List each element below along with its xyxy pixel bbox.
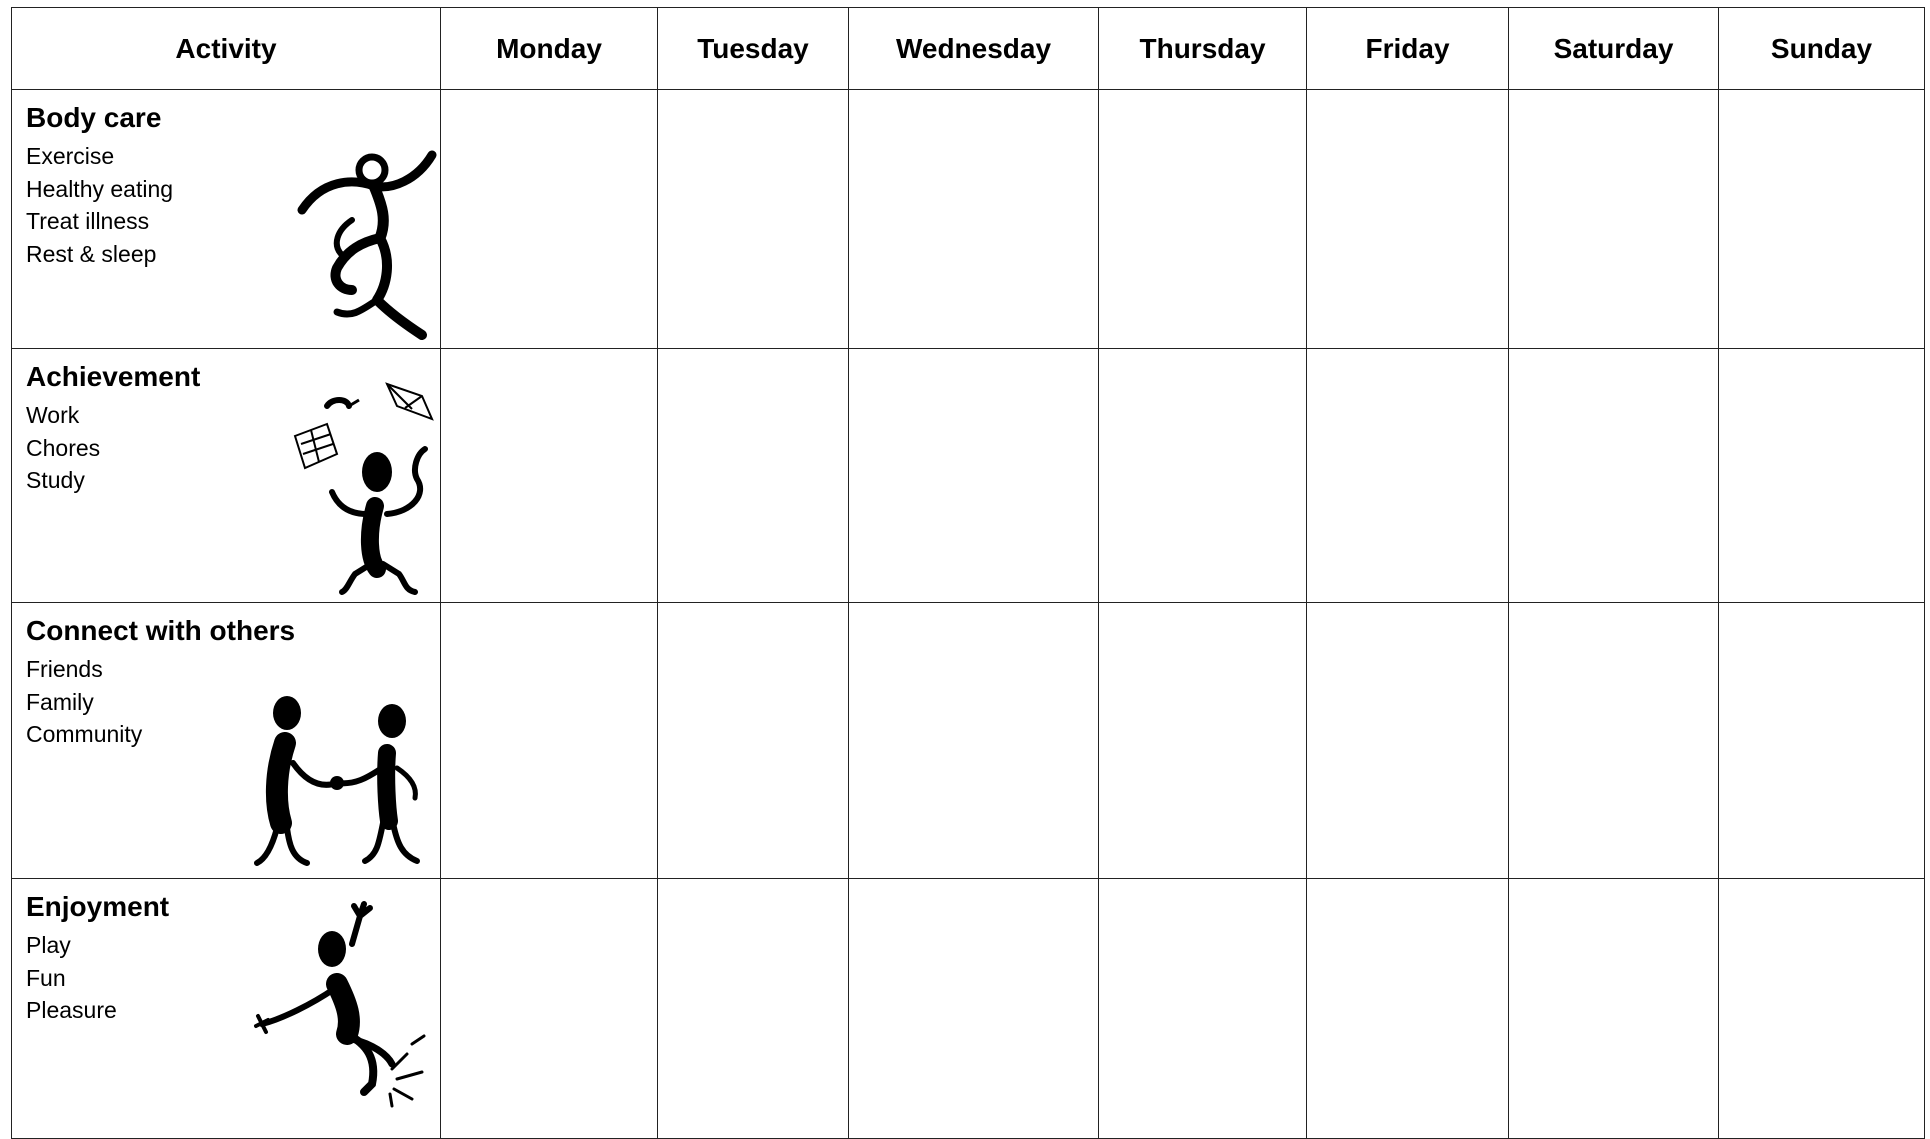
- day-header-monday: Monday: [441, 8, 658, 90]
- day-cell-monday[interactable]: [441, 879, 658, 1139]
- day-cell-thursday[interactable]: [1099, 90, 1307, 349]
- day-cell-tuesday[interactable]: [658, 349, 849, 603]
- category-cell-connect: [12, 603, 441, 879]
- day-cell-monday[interactable]: [441, 349, 658, 603]
- category-cell-achievement: [12, 349, 441, 603]
- day-header-saturday: Saturday: [1509, 8, 1719, 90]
- category-item: Community: [26, 721, 143, 747]
- day-header-wednesday: Wednesday: [849, 8, 1099, 90]
- day-cell-sunday[interactable]: [1719, 349, 1925, 603]
- day-header-friday: Friday: [1307, 8, 1509, 90]
- category-row-connect: [12, 603, 1925, 879]
- day-cell-wednesday[interactable]: [849, 90, 1099, 349]
- day-cell-wednesday[interactable]: [849, 603, 1099, 879]
- category-items: [26, 140, 173, 270]
- day-cell-thursday[interactable]: [1099, 349, 1307, 603]
- day-cell-tuesday[interactable]: [658, 90, 849, 349]
- category-item: Pleasure: [26, 997, 117, 1023]
- day-cell-sunday[interactable]: [1719, 603, 1925, 879]
- category-item: Study: [26, 467, 85, 493]
- day-cell-saturday[interactable]: [1509, 90, 1719, 349]
- category-items: [26, 399, 100, 497]
- category-row-body-care: [12, 90, 1925, 349]
- day-cell-saturday[interactable]: [1509, 603, 1719, 879]
- day-cell-saturday[interactable]: [1509, 349, 1719, 603]
- category-item: Treat illness: [26, 208, 150, 234]
- dancing-figure-icon: [292, 150, 437, 340]
- jumping-figure-icon: [252, 894, 437, 1109]
- day-cell-thursday[interactable]: [1099, 603, 1307, 879]
- category-title: Connect with others: [26, 615, 296, 646]
- day-header-tuesday: Tuesday: [658, 8, 849, 90]
- day-cell-friday[interactable]: [1307, 90, 1509, 349]
- category-title: Body care: [26, 102, 162, 133]
- weekly-activity-planner: [11, 7, 1925, 1139]
- category-item: Play: [26, 932, 71, 958]
- day-cell-tuesday[interactable]: [658, 603, 849, 879]
- day-cell-wednesday[interactable]: [849, 879, 1099, 1139]
- day-header-sunday: Sunday: [1719, 8, 1925, 90]
- category-item: Family: [26, 688, 94, 715]
- category-cell-body-care: [12, 90, 441, 349]
- day-cell-friday[interactable]: [1307, 603, 1509, 879]
- juggling-figure-icon: [287, 364, 439, 599]
- day-cell-wednesday[interactable]: [849, 349, 1099, 603]
- category-title: Achievement: [26, 361, 201, 392]
- category-title: Enjoyment: [26, 891, 170, 922]
- category-item: Rest & sleep: [26, 240, 157, 267]
- day-cell-friday[interactable]: [1307, 879, 1509, 1139]
- category-item: Work: [26, 402, 80, 428]
- category-items: [26, 929, 117, 1027]
- day-cell-sunday[interactable]: [1719, 90, 1925, 349]
- handshake-figures-icon: [237, 693, 437, 873]
- category-item: Healthy eating: [26, 175, 174, 202]
- day-cell-tuesday[interactable]: [658, 879, 849, 1139]
- day-cell-thursday[interactable]: [1099, 879, 1307, 1139]
- category-row-achievement: [12, 349, 1925, 603]
- category-item: Exercise: [26, 143, 115, 169]
- day-cell-saturday[interactable]: [1509, 879, 1719, 1139]
- category-cell-enjoyment: [12, 879, 441, 1139]
- day-cell-monday[interactable]: [441, 90, 658, 349]
- day-header-thursday: Thursday: [1099, 8, 1307, 90]
- category-item: Fun: [26, 964, 66, 991]
- category-row-enjoyment: [12, 879, 1925, 1139]
- category-items: [26, 653, 142, 751]
- category-item: Chores: [26, 434, 101, 461]
- category-item: Friends: [26, 656, 103, 682]
- header-row: [12, 8, 1925, 90]
- day-cell-sunday[interactable]: [1719, 879, 1925, 1139]
- day-cell-monday[interactable]: [441, 603, 658, 879]
- day-cell-friday[interactable]: [1307, 349, 1509, 603]
- activity-column-header: Activity: [12, 8, 441, 90]
